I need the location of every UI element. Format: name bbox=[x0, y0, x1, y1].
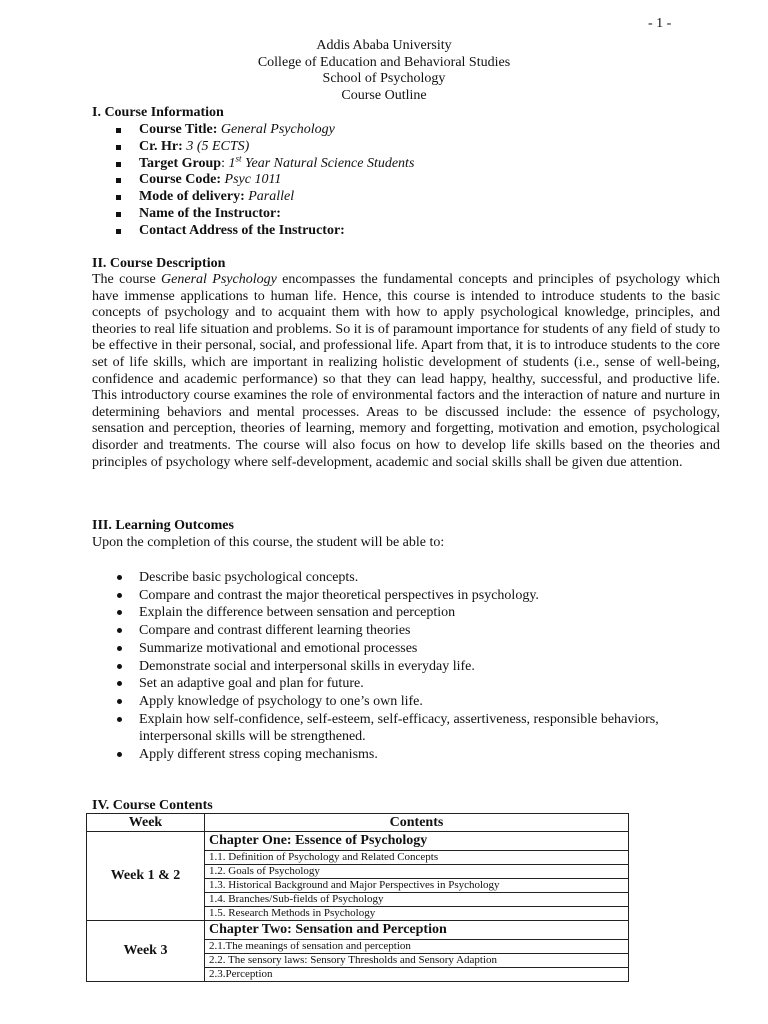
topic-cell: 2.2. The sensory laws: Sensory Thresholds and Sensory Adaption bbox=[205, 954, 629, 968]
document-title: Course Outline bbox=[341, 87, 427, 103]
week-cell: Week 1 & 2 bbox=[87, 832, 205, 921]
learning-outcomes-intro: Upon the completion of this course, the student will be able to: bbox=[92, 535, 445, 550]
section-heading-learning-outcomes: III. Learning Outcomes bbox=[92, 518, 234, 533]
school-name: School of Psychology bbox=[322, 71, 446, 87]
learning-outcomes-list bbox=[116, 569, 676, 764]
list-item: Compare and contrast different learning theories bbox=[116, 622, 676, 640]
credit-hour-value: 3 (5 ECTS) bbox=[186, 138, 250, 154]
target-group-label: Target Group bbox=[139, 155, 222, 171]
week-column-header: Week bbox=[87, 814, 205, 832]
target-group-colon: : bbox=[221, 155, 225, 171]
target-group-text: Year Natural Science Students bbox=[244, 155, 415, 171]
section-heading-course-info: I. Course Information bbox=[92, 105, 224, 120]
list-item: Set an adaptive goal and plan for future. bbox=[116, 675, 676, 693]
topic-cell: 1.4. Branches/Sub-fields of Psychology bbox=[205, 893, 629, 907]
description-body: encompasses the fundamental concepts and principles of psychology which have immense applications to human life. Hence, this course is intended to introduce students to the basic concepts of psychology and to acquaint them with how to apply psychological knowledge, principles, and theories to real life situation and problems. So it is of paramount importance for students of any field of study to be effective in their personal, social, and professional life. Apart from that, it is to introduce students to the core set of life skills, which are important in realizing holistic development of students (i.e., sense of well-being, confidence and academic performance) so that they can lead happy, healthy, successful, and productive life. This introductory course examines the role of environmental factors and the interaction of nature and nurture in determining behaviors and mental processes. Areas to be discussed include: the essence of psychology, sensation and perception, theories of learning, memory and forgetting, motivation and emotion, psychological disorder and treatments. The course will also focus on how to develop life skills based on the theories and principles of psychology where self-development, academic and social skills shall be given due attention. bbox=[92, 272, 720, 470]
list-item: Demonstrate social and interpersonal skills in everyday life. bbox=[116, 658, 676, 676]
topic-cell: 1.2. Goals of Psychology bbox=[205, 865, 629, 879]
course-title-value: General Psychology bbox=[220, 122, 335, 137]
table-row bbox=[87, 832, 629, 851]
list-item: Summarize motivational and emotional processes bbox=[116, 640, 676, 658]
list-item: Apply knowledge of psychology to one’s own life. bbox=[116, 693, 676, 711]
course-code-label: Course Code: bbox=[139, 172, 222, 188]
section-heading-course-contents: IV. Course Contents bbox=[92, 798, 213, 813]
topic-cell: 2.3.Perception bbox=[205, 968, 629, 982]
list-item bbox=[116, 223, 414, 240]
list-item: Apply different stress coping mechanisms. bbox=[116, 746, 676, 764]
list-item: Describe basic psychological concepts. bbox=[116, 569, 676, 587]
contents-column-header: Contents bbox=[205, 814, 629, 832]
description-lead: The course bbox=[92, 272, 156, 287]
topic-cell: 1.3. Historical Background and Major Perspectives in Psychology bbox=[205, 879, 629, 893]
list-item: Explain how self-confidence, self-esteem, self-efficacy, assertiveness, responsible behaviors, interpersonal skills will be strengthened. bbox=[116, 711, 676, 746]
course-contents-table bbox=[86, 813, 629, 982]
table-row bbox=[87, 921, 629, 940]
target-group-suffix: st bbox=[235, 152, 242, 163]
page-number: - 1 - bbox=[648, 16, 672, 31]
instructor-contact-label: Contact Address of the Instructor: bbox=[139, 222, 345, 238]
list-item bbox=[116, 139, 414, 156]
list-item bbox=[116, 189, 414, 206]
list-item bbox=[116, 206, 414, 223]
list-item bbox=[116, 122, 414, 139]
university-name: Addis Ababa University bbox=[316, 38, 452, 53]
topic-cell: 1.1. Definition of Psychology and Related Concepts bbox=[205, 851, 629, 865]
list-item bbox=[116, 152, 415, 173]
topic-cell: 1.5. Research Methods in Psychology bbox=[205, 907, 629, 921]
instructor-name-label: Name of the Instructor: bbox=[139, 205, 281, 221]
topic-cell: 2.1.The meanings of sensation and perception bbox=[205, 940, 629, 954]
list-item: Compare and contrast the major theoretical perspectives in psychology. bbox=[116, 587, 676, 605]
college-name: College of Education and Behavioral Studies bbox=[257, 54, 511, 70]
week-cell: Week 3 bbox=[87, 921, 205, 982]
list-item bbox=[116, 172, 414, 189]
section-heading-course-description: II. Course Description bbox=[92, 256, 226, 271]
course-info-list bbox=[116, 122, 414, 240]
table-header-row bbox=[87, 814, 629, 832]
chapter-title: Chapter One: Essence of Psychology bbox=[205, 832, 629, 851]
course-description-paragraph bbox=[92, 272, 720, 471]
list-item: Explain the difference between sensation and perception bbox=[116, 604, 676, 622]
delivery-mode-value: Parallel bbox=[248, 189, 295, 205]
document-header bbox=[0, 38, 768, 104]
course-title-label: Course Title: bbox=[139, 122, 218, 137]
description-course-name: General Psychology bbox=[161, 272, 277, 287]
target-group-value bbox=[228, 152, 415, 171]
credit-hour-label: Cr. Hr: bbox=[139, 138, 183, 154]
chapter-title: Chapter Two: Sensation and Perception bbox=[205, 921, 629, 940]
target-group-number: 1 bbox=[228, 155, 236, 171]
delivery-mode-label: Mode of delivery: bbox=[139, 189, 245, 205]
course-code-value: Psyc 1011 bbox=[224, 172, 282, 188]
